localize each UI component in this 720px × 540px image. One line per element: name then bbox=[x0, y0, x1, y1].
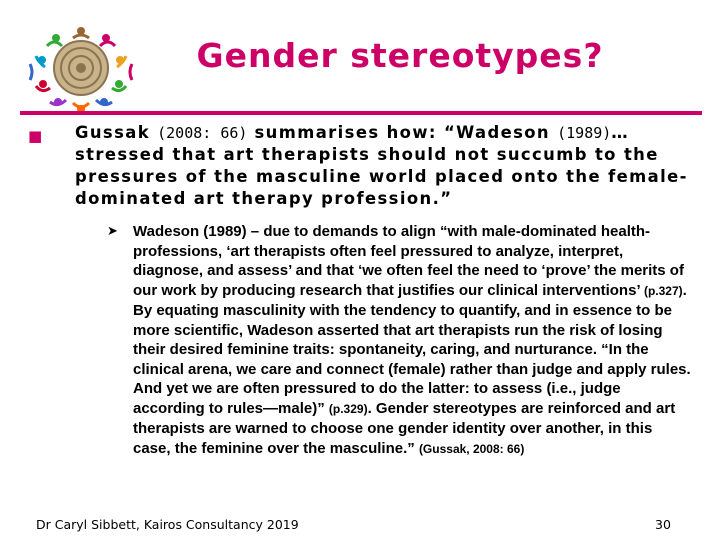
square-bullet-icon: ■ bbox=[28, 127, 43, 145]
sub-text-1: Wadeson (1989) – due to demands to align “with male-dominated health-professions, ‘art therapists often feel pressured to analyze, interpret, diagnose, and assess’ and that ‘we often feel the need to ‘prove’ the merits of our work by producing research that justifies our clinical interventions’ bbox=[133, 223, 684, 299]
sub-text-3: . Gender stereotypes are reinforced and art therapists are warned to choose one gender identity over another, in this case, the feminine over the masculine.” bbox=[133, 399, 676, 457]
kairos-logo-icon bbox=[20, 16, 142, 116]
slide-title: Gender stereotypes? bbox=[196, 36, 604, 75]
main-text-1: summarises how: “Wadeson bbox=[247, 123, 558, 142]
main-year: (1989) bbox=[557, 124, 612, 142]
main-citation: (2008: 66) bbox=[157, 124, 248, 142]
sub-cite-1: (p.327) bbox=[643, 283, 683, 298]
title-divider bbox=[20, 111, 702, 115]
main-author: Gussak bbox=[75, 123, 150, 142]
main-point bbox=[75, 122, 715, 210]
footer-credit: Dr Caryl Sibbett, Kairos Consultancy 2019 bbox=[36, 517, 299, 532]
page-number: 30 bbox=[655, 517, 671, 532]
main-text-2: … stressed that art therapists should not succumb to the pressures of the masculine world placed onto the female-dominated art therapy profession.” bbox=[75, 123, 688, 208]
arrow-bullet-icon: ➤ bbox=[107, 224, 118, 239]
sub-point bbox=[133, 222, 693, 459]
sub-cite-2: (p.329) bbox=[328, 401, 368, 416]
sub-cite-3: (Gussak, 2008: 66) bbox=[418, 441, 525, 456]
sub-text-2: . By equating masculinity with the tendency to quantify, and in essence to be more scientific, Wadeson asserted that art therapists run the risk of losing their desired feminine traits: spontaneity, caring, and nurturance. “In the clinical arena, we care and connect (female) rather than judge and apply rules. And yet we are often pressured to do the latter: to assess (i.e., judge according to rules—male)” bbox=[133, 281, 691, 417]
